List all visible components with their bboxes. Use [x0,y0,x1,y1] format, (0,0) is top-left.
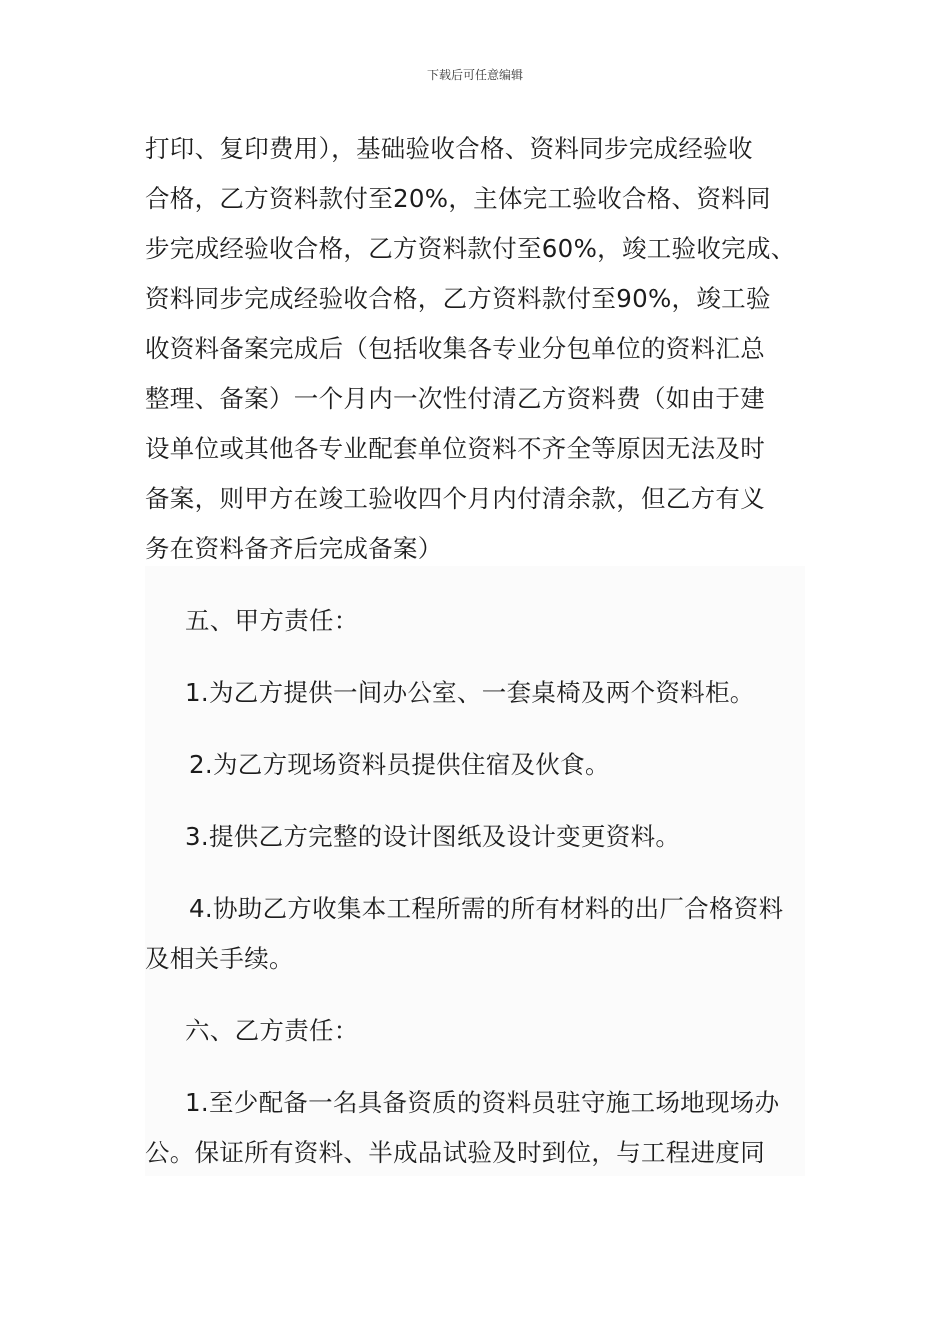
section-5-item-2: 2.为乙方现场资料员提供住宿及伙食。 [189,750,610,779]
text-line: 及相关手续。 [145,944,294,973]
document-body [145,124,810,1178]
text-line: 设单位或其他各专业配套单位资料不齐全等原因无法及时 [145,434,765,463]
text-line: 备案，则甲方在竣工验收四个月内付清余款，但乙方有义 [145,484,765,513]
section-5-item-4 [145,884,810,984]
text-line: 资料同步完成经验收合格，乙方资料款付至90%，竣工验 [145,284,771,313]
text-line: 步完成经验收合格，乙方资料款付至60%，竣工验收完成、 [145,234,796,263]
text-line: 收资料备案完成后（包括收集各专业分包单位的资料汇总 [145,334,765,363]
section-5-item-3: 3.提供乙方完整的设计图纸及设计变更资料。 [185,822,681,851]
paragraph-payment-terms [145,124,810,574]
text-line: 合格，乙方资料款付至20%，主体完工验收合格、资料同 [145,184,771,213]
text-line: 整理、备案）一个月内一次性付清乙方资料费（如由于建 [145,384,765,413]
page-header: 下载后可任意编辑 [426,68,523,82]
text-line: 打印、复印费用），基础验收合格、资料同步完成经验收 [145,134,753,163]
section-6-heading: 六、乙方责任： [185,1016,359,1045]
section-5-heading: 五、甲方责任： [185,606,359,635]
section-6-item-1 [145,1078,810,1178]
text-line: 公。保证所有资料、半成品试验及时到位，与工程进度同 [145,1138,765,1167]
text-line: 务在资料备齐后完成备案） [145,534,443,563]
text-line: 1.至少配备一名具备资质的资料员驻守施工场地现场办 [185,1088,780,1117]
section-5-item-1: 1.为乙方提供一间办公室、一套桌椅及两个资料柜。 [185,678,755,707]
text-line: 4.协助乙方收集本工程所需的所有材料的出厂合格资料 [189,894,784,923]
